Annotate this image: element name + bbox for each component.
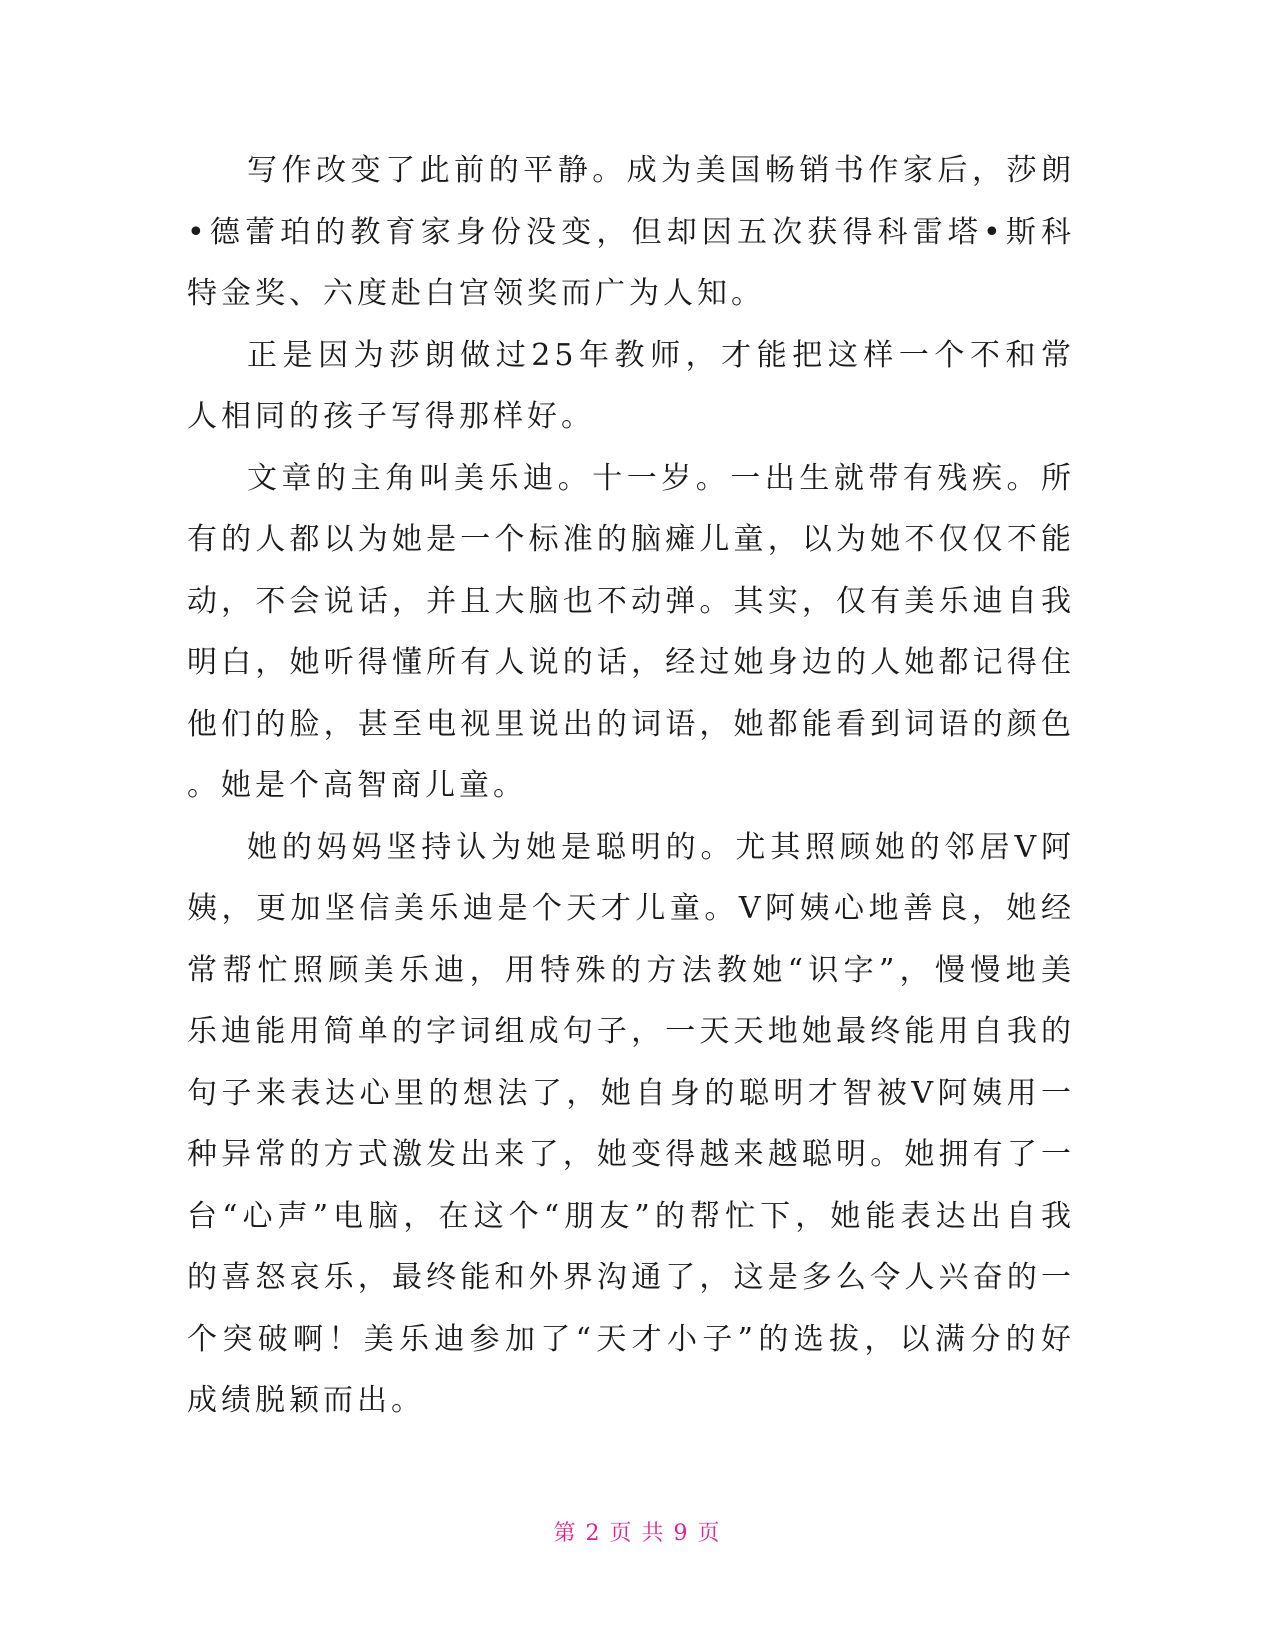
footer-current-page: 2 [585, 1521, 602, 1546]
footer-prefix: 第 [553, 1521, 578, 1546]
footer-total-word: 共 [641, 1521, 666, 1546]
footer-page-word: 页 [609, 1521, 634, 1546]
document-body [187, 140, 1075, 1432]
paragraph-1: 写作改变了此前的平静。成为美国畅销书作家后，莎朗•德蕾珀的教育家身份没变，但却因五次获得科雷塔•斯科特金奖、六度赴白宫领奖而广为人知。 [187, 153, 1075, 311]
paragraph-3: 文章的主角叫美乐迪。十一岁。一出生就带有残疾。所有的人都以为她是一个标准的脑瘫儿童，以为她不仅仅不能动，不会说话，并且大脑也不动弹。其实，仅有美乐迪自我明白，她听得懂所有人说的话，经过她身边的人她都记得住他们的脸，甚至电视里说出的词语，她都能看到词语的颜色。她是个高智商儿童。 [187, 460, 1075, 803]
footer-total-pages: 9 [673, 1521, 690, 1546]
paragraph-4: 她的妈妈坚持认为她是聪明的。尤其照顾她的邻居V阿姨，更加坚信美乐迪是个天才儿童。V阿姨心地善良，她经常帮忙照顾美乐迪，用特殊的方法教她“识字”，慢慢地美乐迪能用简单的字词组成句子，一天天地她最终能用自我的句子来表达心里的想法了，她自身的聪明才智被V阿姨用一种异常的方式激发出来了，她变得越来越聪明。她拥有了一台“心声”电脑，在这个“朋友”的帮忙下，她能表达出自我的喜怒哀乐，最终能和外界沟通了，这是多么令人兴奋的一个突破啊！美乐迪参加了“天才小子”的选拔，以满分的好成绩脱颖而出。 [187, 829, 1075, 1418]
footer-suffix: 页 [697, 1521, 722, 1546]
page-footer [0, 1516, 1275, 1547]
paragraph-2: 正是因为莎朗做过25年教师，才能把这样一个不和常人相同的孩子写得那样好。 [187, 337, 1075, 434]
